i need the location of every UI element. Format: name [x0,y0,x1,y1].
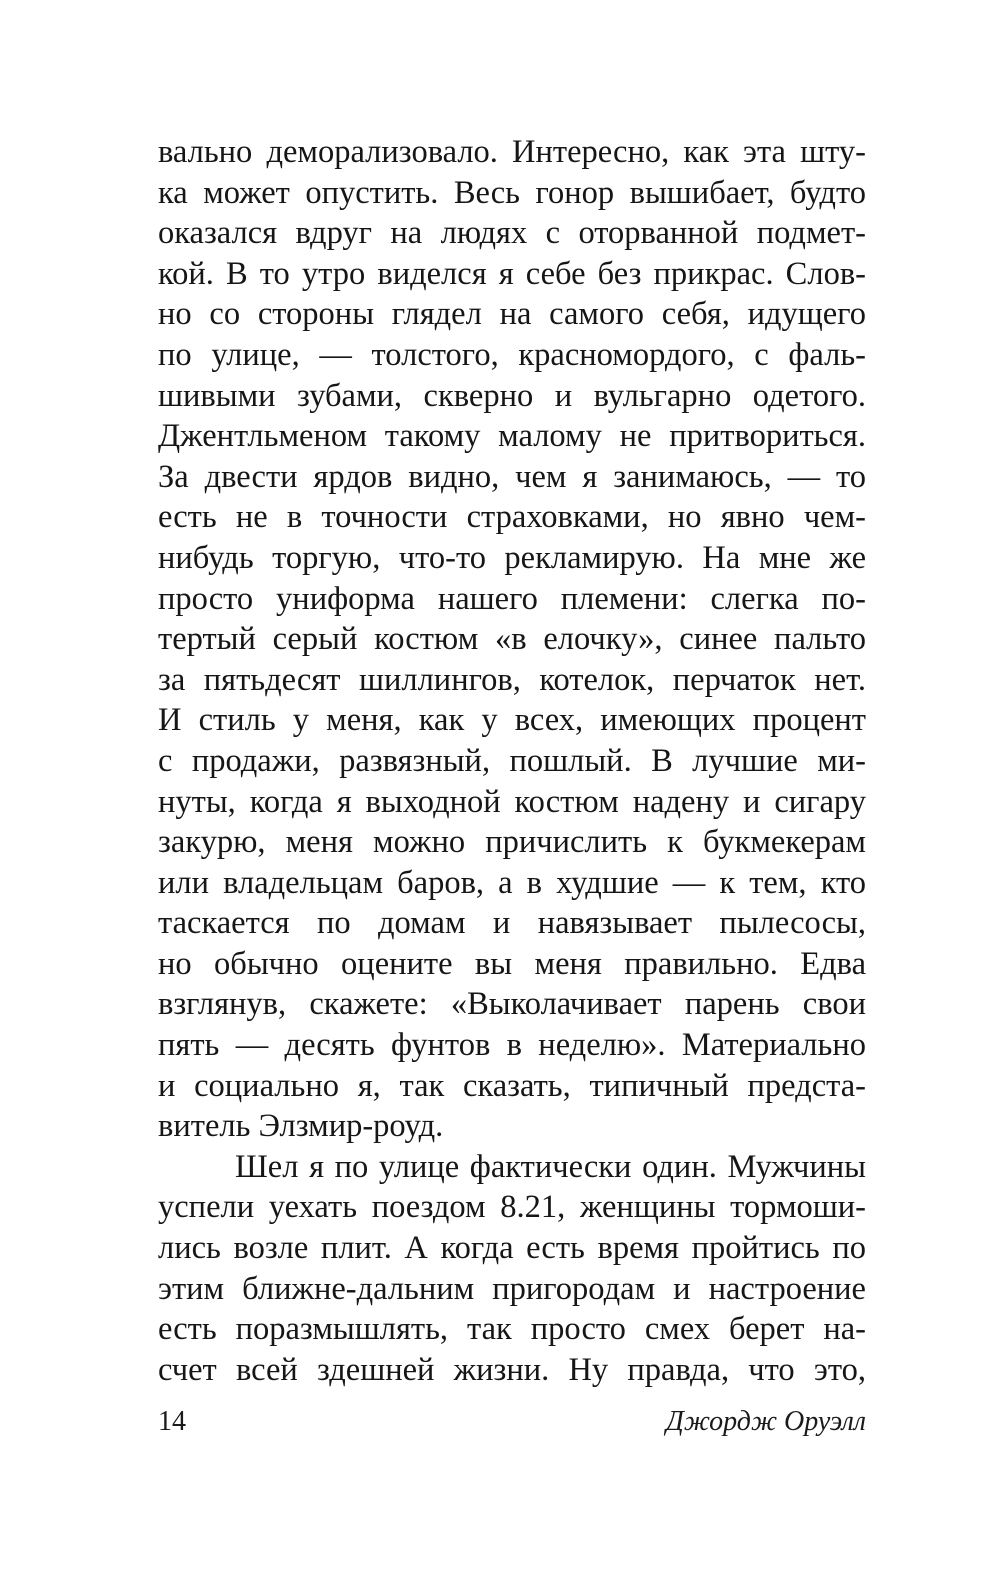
text-line: этим ближне-дальним пригородам и настроение [158,1270,866,1307]
page-number: 14 [158,1406,186,1437]
text-line: успели уехать поездом 8.21, женщины тормоши- [158,1189,866,1226]
text-line: за пятьдесят шиллингов, котелок, перчаток нет. [158,661,866,698]
text-line: счет всей здешней жизни. Ну правда, что это, [158,1351,866,1388]
text-line: витель Элзмир-роуд. [158,1108,444,1145]
text-line: вально деморализовало. Интересно, как эта шту- [158,134,866,170]
text-line: взглянув, скажете: «Выколачивает парень свои [158,986,866,1023]
paragraph [158,132,866,1147]
text-line: по улице, — толстого, красномордого, с фаль- [158,336,866,373]
text-line: лись возле плит. А когда есть время пройтись по [158,1230,866,1267]
text-line: есть не в точности страховками, но явно чем- [158,499,866,536]
text-line: шивыми зубами, скверно и вульгарно одетого. [158,377,866,414]
text-line: Джентльменом такому малому не притвориться. [158,418,866,455]
text-line: За двести ярдов видно, чем я занимаюсь, — то [158,458,866,495]
body-text [158,132,866,1390]
text-line: с продажи, развязный, пошлый. В лучшие ми- [158,742,866,779]
text-line: но со стороны глядел на самого себя, идущего [158,296,866,333]
text-line: просто униформа нашего племени: слегка по- [158,580,866,617]
text-line: ка может опустить. Весь гонор вышибает, будто [158,174,866,211]
text-line: кой. В то утро виделся я себе без прикрас. Слов- [158,255,866,292]
text-line: или владельцам баров, а в худшие — к тем, кто [158,864,866,901]
text-line: закурю, меня можно причислить к букмекерам [158,824,866,861]
text-line: пять — десять фунтов в неделю». Материально [158,1027,866,1064]
paragraph [158,1147,866,1391]
text-line: и социально я, так сказать, типичный предста- [158,1067,866,1104]
running-footer-author: Джордж Оруэлл [666,1406,866,1437]
text-line: нуты, когда я выходной костюм надену и сигару [158,783,866,820]
text-line: И стиль у меня, как у всех, имеющих процент [158,702,866,739]
text-line: тертый серый костюм «в елочку», синее пальто [158,621,866,658]
text-line: таскается по домам и навязывает пылесосы, [158,905,866,942]
text-line: Шел я по улице фактически один. Мужчины [235,1148,866,1185]
text-line: но обычно оцените вы меня правильно. Едва [158,945,866,982]
text-line: нибудь торгую, что-то рекламирую. На мне же [158,539,866,576]
text-line: оказался вдруг на людях с оторванной подмет- [158,215,866,252]
text-line: есть поразмышлять, так просто смех берет на- [158,1311,866,1348]
